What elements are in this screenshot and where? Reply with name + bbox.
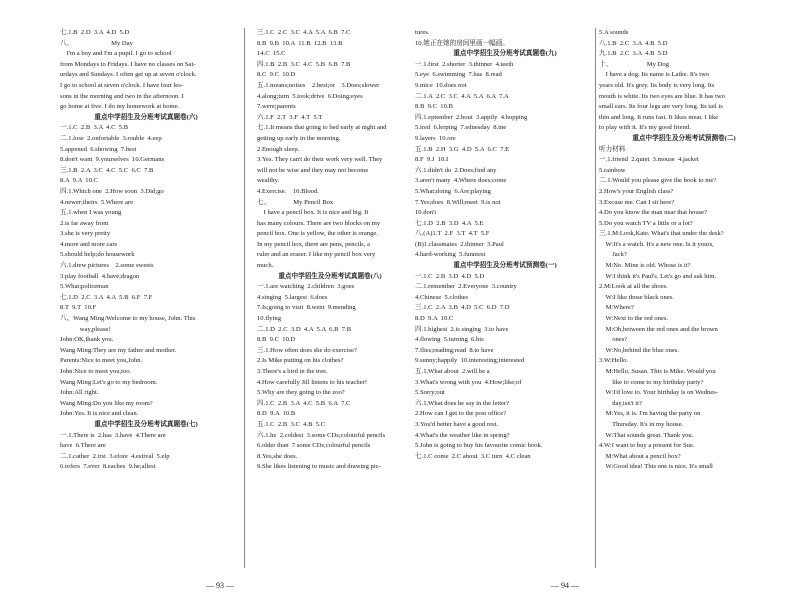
text-line: 三.1.B 2.A 3.C 4.C 5.C 6.C 7.B [60,166,154,174]
text-line: 一.1.first 2.shorter 3.thinner 4.teeth [415,60,514,68]
text-line: 四.1.eptember 2.bout 3.appily 4.hopping [415,113,528,121]
text-line: 2.How's your English class? [599,187,674,195]
text-line: tures. [415,29,430,36]
text-line: I have a dog. Its name is Laike. It's two [599,71,710,79]
text-line: small ears. Its four legs are very long. Its tail is [599,103,723,111]
text-line: W:Good idea! This one is nice. It's small [599,463,713,471]
column-1 [60,28,232,473]
text-line: 七、 My Pencil Box [257,198,334,206]
text-line: M:No. Mine is old. Whose is it? [599,262,691,270]
text-line: In my pencil box, there are pens, pencils, a [257,240,370,248]
text-line: 三.1.C 2.A 3.B 4.D 5.C 6.D 7.D [415,304,510,312]
text-line: 四.1.B 2.B 3.C 4.C 5.B 6.B 7.B [257,60,351,68]
text-line: 4.newer;theirs 5.Where are [60,198,134,206]
text-line: 一.1.C 2.B 3.D 4.D 5.D [415,272,485,280]
text-line: W:I think it's Paul's. Let's go and ask him. [599,272,717,280]
text-line: 四.1.Which one 2.How soon 3.Did;go [60,187,164,195]
text-line: W:That sounds great. Thank you. [599,431,694,439]
text-line: 六.1.What does he say in the letter? [415,399,510,407]
text-line: 8.B 9.B 10.A 11.B 12.B 13.B [257,39,343,47]
section-heading: 重点中学招生及分班考试真题卷(九) [453,50,557,58]
text-line: will not be wise and they may not become [257,166,369,174]
text-line: 七.1.C come 2.C about 3.C turn 4.C clean [415,452,531,460]
right-page [400,0,800,604]
text-line: 9.layers 10.ore [415,134,456,142]
text-line: 4.singing 5.largest 6.does [257,293,328,301]
text-line: day,isn't it? [599,399,642,407]
text-line: ones? [599,336,628,344]
section-heading: 重点中学招生及分班考试预测卷(二) [632,134,736,142]
text-line: 4.How carefully Jill listens to his teacher! [257,378,368,386]
text-line: John:All right. [60,389,99,397]
text-line: 9.mice 10.does not [415,81,467,89]
text-line: W:It's a watch. It's a new one. Is it yours, [599,240,714,248]
text-line: 三.1.C 2.C 3.C 4.A 5.A 6.B 7.C [257,29,351,36]
text-line: 2.M:Look at all the shoes. [599,283,668,291]
text-line: 4.Exercise. 10.Blood. [257,187,319,195]
text-line: 9.She likes listening to music and drawing pic- [257,463,381,471]
text-line: 六.1.drew pictures 2.some sweets [60,262,154,270]
text-line: I'm a boy and I'm a pupil. I go to school [60,50,172,58]
text-line: to play with it. It's my good friend. [599,124,691,132]
text-line: 6.refers 7.ever 8.eaches 9.he;allest [60,463,156,471]
text-line: 三.1.M:Look,Kate. What's that under the desk? [599,230,724,238]
text-line: 七.1.B 2.D 3.A 4.D 5.D [60,29,130,36]
page-number: — 94 — [551,581,579,590]
text-line: 8.D 9.A 10.C [415,315,454,323]
text-line: 5.eye 6.swimming 7.has 8.read [415,71,502,79]
text-line: 2.Enough sleep. [257,145,300,153]
text-line: 4.Chinese 5.clothes [415,293,469,301]
column-divider [244,28,245,568]
text-line: 10.她正在她的房间里画一幅画。 [415,39,509,47]
text-line: M:Yes, it is. I'm having the party on [599,410,701,418]
text-line: John:OK,thank you. [60,336,114,344]
text-line: 五.1.when I was young [60,209,122,217]
text-line: have 6.There are [60,442,106,450]
text-line: 二.1.cather 2.irst 3.efore 4.estival 5.elp [60,452,170,460]
text-line: 8.C 9.C 10.D [257,71,296,79]
text-line: W:Next to the red ones. [599,315,669,323]
text-line: 6.older than 7.some CDs;colourful pencils [257,442,371,450]
text-line: 六.1.didn't do 2.Does;find any [415,166,497,174]
text-line: thin and long. It runs fast. It likes meat. I like [599,113,719,121]
text-line: 4.flowing 5.turning 6.his [415,336,484,344]
text-line: M:Hello, Susan. This is Mike. Would you [599,368,716,375]
text-line: 8.don't want 9.yourselves 10.Germans [60,156,165,164]
text-line: 八.1.B 2.C 3.A 4.B 5.D [599,39,668,47]
text-line: 五.1.means;noises 2.best;or 3.Does;slower [257,81,380,89]
text-line: 一.1.C 2.B 3.A 4.C 5.B [60,124,129,132]
text-line: 五.1.B 2.H 3.G 4.D 5.A 6.C 7.E [415,145,510,153]
text-line: 10.flying [257,315,281,323]
text-line: Wang Ming:Do you like my room? [60,399,153,407]
text-line: years old. It's grey. Its body is very long. Its [599,81,715,89]
text-line: 七.1.D 2.B 3.D 4.A 5.E [415,219,484,227]
page-number: — 93 — [206,581,234,590]
text-line: 二.1.lose 2.onfortable 3.rouble 4.eep [60,134,162,142]
text-line: 3.Excuse me. Can I sit here? [599,198,675,206]
text-line: 4.more and more cars [60,240,118,248]
text-line: 2.is far away from [60,219,109,227]
text-line: Wang Ming:Let's go to my bedroom. [60,378,158,386]
text-line: 四.1.C 2.B 3.A 4.C 5.B 6.A 7.C [257,399,351,407]
text-line: (B)1.classmates 2.thinner 3.Paul [415,240,504,248]
text-line: 二.1.D 2.C 3.D 4.A 5.A 6.B 7.B [257,325,352,333]
text-line: 五.1.What about 2.will be a [415,368,490,375]
text-line: 4.along;turn 5.took;drive 6.Doing;eyes [257,92,363,100]
text-line: 5.What;doing 6.Are;playing [415,187,491,195]
text-line: 二.1.Would you please give the book to me? [599,177,717,185]
section-heading: 重点中学招生及分班考试预测卷(一) [453,262,557,270]
text-line: 3.Yes. They can't do their work very well. They [257,156,383,164]
text-line: sons in the morning and two in the afternoon. I [60,92,184,100]
text-line: 三.1.How often does she do exercise? [257,346,357,354]
text-line: 八、 My Day [60,39,133,47]
text-line: 4.W:I want to buy a present for Sue. [599,442,695,450]
text-line: 六.1.F 2.T 3.F 4.T 5.T [257,113,323,121]
section-heading: 重点中学招生及分班考试真题卷(七) [94,420,198,428]
text-line: 3.You'd better have a good rest. [415,420,499,428]
text-line: ruler and an eraser. I like my pencil box very [257,251,376,259]
text-line: mouth is white. Its two eyes are blue. It has two [599,92,725,100]
text-line: 3.play football 4.have;dragon [60,272,140,280]
text-line: 5.ired 6.lerping 7.ednesday 8.ine [415,124,507,132]
text-line: 3.There's a bird in the tree. [257,368,328,375]
text-line: 5.Do you watch TV a little or a lot? [599,219,693,227]
text-line: 8.T 9.T 10.F [60,304,97,312]
text-line: W:I'd love to. Your birthday is on Wednes- [599,389,719,397]
text-line: M:Where? [599,304,634,312]
text-line: 7.Is;going to visit 8.went 9.mending [257,304,356,312]
text-line: 八.(A)1.T 2.F 3.T 4.T 5.F [415,230,490,238]
text-line: 五.1.C 2.B 3.C 4.B 5.C [257,420,326,428]
text-line: way,please! [60,325,111,333]
text-line: getting up early in the morning. [257,134,341,142]
text-line: 8.A 9.A 10.C [60,177,98,185]
text-line: 5.John is going to buy his favourite comic book. [415,442,543,450]
column-3 [415,28,595,462]
text-line: John:Nice to meet you,too. [60,368,132,375]
text-line: 8.D 9.A 10.B [257,410,296,418]
text-line: Jack? [599,251,627,259]
text-line: has many colours. There are two blocks on my [257,219,381,227]
text-line: M:Oh,between the red ones and the brown [599,325,718,333]
text-line: 10.don't [415,209,437,217]
text-line: 3.aren't many 4.Where does;come [415,177,507,185]
text-line: 8.B 9.C 10.D [257,336,296,344]
text-line: M:What about a pencil box? [599,452,681,460]
text-line: 8.B 9.C 10.B [415,103,453,111]
text-line: 二.1.remember 2.Everyone 3.country [415,283,517,291]
text-line: 十、 My Dog [599,60,669,68]
text-line: 七.1.D 2.C 3.A 4.A 5.B 6.F 7.F [60,293,153,301]
text-line: 7.were;parents [257,103,296,111]
column-4 [599,28,769,473]
column-2 [257,28,403,473]
text-line: 8.Yes,she does. [257,452,298,460]
section-heading: 重点中学招生及分班考试真题卷(八) [278,272,382,280]
text-line: 3.What's wrong with you 4.How;like;of [415,378,522,386]
text-line: 一.1.are watching 2.children 3.goes [257,283,355,291]
text-line: 六.1.he 2.coldest 3.some CDs;colourful pencils [257,431,386,439]
text-line: John:Yes. It is nice and clean. [60,410,139,418]
text-line: 5.appened 6.showing 7.best [60,145,137,153]
text-line: much. [257,262,274,270]
text-line: Parents:Nice to meet you,John. [60,357,143,365]
section-heading: 重点中学招生及分班考试真题卷(六) [94,113,198,121]
text-line: 5.Sorry;out [415,389,445,397]
text-line: 一.1.There is 2.has 3.have 4.There are [60,431,166,439]
text-line: 2.Is Mike putting on his clothes? [257,357,344,365]
text-line: 5.should help;do housework [60,251,135,259]
text-line: W:I like those black ones. [599,293,674,301]
text-line: 3.she is very pretty [60,230,111,238]
column-divider [595,28,596,568]
text-line: 一.1.friend 2.quiet 3.mouse 4.jacket [599,156,699,164]
text-line: like to come to my birthday party? [599,378,704,386]
text-line: Wang Ming:They are my father and mother. [60,346,177,354]
text-line: 八、Wang Ming:Welcome to my house, John. This [60,315,196,323]
text-line: 七.1.It means that going to bed early at night and [257,124,387,132]
text-line: wealthy. [257,177,280,185]
text-line: 14.C 15.C [257,50,286,58]
text-line: I go to school at seven o'clock. I have four les- [60,81,183,89]
text-line: 2.How can I get to the post office? [415,410,507,418]
text-line: 7.flies;reading;read 8.to have [415,346,494,354]
text-line: 四.1.highest 2.is singing 3.to have [415,325,509,333]
text-line: 9.sunny;happily 10.interesting;interested [415,357,525,365]
text-line: 8.F 9.J 10.I [415,156,449,164]
text-line: from Mondays to Fridays. I have no classes on Sat- [60,60,196,68]
text-line: 5.A sounds [599,29,629,36]
text-line: 4.What's the weather like in spring? [415,431,510,439]
text-line: pencil box. One is yellow, the other is orange. [257,230,378,238]
text-line: go home at five. I do my homework at home. [60,103,180,111]
text-line: urdays and Sundays. I often get up at seven o'clock. [60,71,197,79]
text-line: 听力材料 [599,145,626,153]
text-line: 5.Why are they going to the zoo? [257,389,345,397]
text-line: Thursday. It's in my house. [599,420,684,428]
text-line: 4.Do you know the man near that house? [599,209,708,217]
text-line: 5.rainbow [599,166,626,174]
text-line: 5.What;policeman [60,283,109,291]
text-line: 7.Yes;does 8.Will;meet 9.is not [415,198,501,206]
text-line: 二.1.A 2.C 3.C 4.A 5.A 6.A 7.A [415,92,509,100]
text-line: 九.1.B 2.C 3.A 4.B 5.D [599,50,668,58]
text-line: W:No,behind the blue ones. [599,346,680,354]
text-line: 4.hard-working 5.funniest [415,251,486,259]
text-line: 3.W:Hello. [599,357,629,365]
text-line: I have a pencil box. It is nice and big. It [257,209,369,217]
